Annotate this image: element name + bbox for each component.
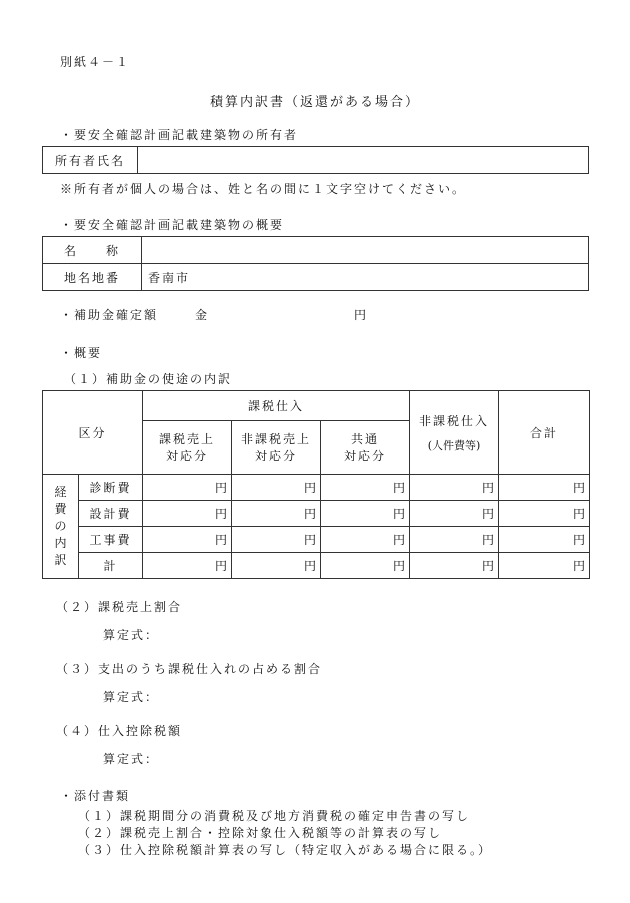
subsidy-prefix: 金 — [195, 308, 208, 322]
row-label-design: 設計費 — [79, 501, 143, 527]
overview-sub4: （４）仕入控除税額 — [56, 724, 183, 738]
expense-side-label — [43, 475, 79, 579]
expense-side-label-text: 経費の内訳 — [54, 485, 67, 567]
cell-yen[interactable]: 円 — [143, 475, 232, 501]
owner-heading: ・要安全確認計画記載建築物の所有者 — [60, 128, 299, 142]
cell-yen[interactable]: 円 — [232, 501, 321, 527]
row-label-construction: 工事費 — [79, 527, 143, 553]
cell-yen[interactable]: 円 — [499, 501, 590, 527]
cell-yen[interactable]: 円 — [321, 553, 410, 579]
cell-yen[interactable]: 円 — [499, 527, 590, 553]
attachment-number: 別紙４－１ — [60, 55, 131, 69]
sub4-formula: 算定式： — [103, 752, 160, 766]
cell-yen[interactable]: 円 — [143, 527, 232, 553]
cell-yen[interactable]: 円 — [321, 475, 410, 501]
building-address-label: 地名地番 — [43, 264, 142, 291]
owner-name-label: 所有者氏名 — [43, 147, 138, 174]
row-label-diagnosis: 診断費 — [79, 475, 143, 501]
category-header: 区分 — [43, 391, 143, 475]
subsidy-label: ・補助金確定額 — [60, 308, 159, 322]
cell-yen[interactable]: 円 — [321, 527, 410, 553]
nontaxable-header-sub: (人件費等) — [427, 439, 481, 452]
nontaxable-header-label: 非課税仕入 — [419, 414, 490, 428]
cell-yen[interactable]: 円 — [410, 475, 499, 501]
cell-yen[interactable]: 円 — [232, 527, 321, 553]
building-address-field[interactable]: 香南市 — [142, 264, 589, 291]
attachment-item: （１）課税期間分の消費税及び地方消費税の確定申告書の写し — [78, 809, 471, 823]
cell-yen[interactable]: 円 — [499, 475, 590, 501]
cell-yen[interactable]: 円 — [232, 475, 321, 501]
cell-yen[interactable]: 円 — [143, 553, 232, 579]
sub3-formula: 算定式： — [103, 690, 160, 704]
nontaxable-header — [410, 391, 499, 475]
subsidy-unit: 円 — [354, 308, 367, 322]
cell-yen[interactable]: 円 — [410, 527, 499, 553]
cell-yen[interactable]: 円 — [410, 553, 499, 579]
attachment-item: （３）仕入控除税額計算表の写し（特定収入がある場合に限る。） — [78, 843, 493, 857]
overview-sub3: （３）支出のうち課税仕入れの占める割合 — [56, 662, 323, 676]
building-name-label: 名 称 — [43, 237, 142, 264]
overview-heading: ・概要 — [60, 346, 103, 360]
overview-sub2: （２）課税売上割合 — [56, 600, 183, 614]
col-header-nontaxable-sales: 非課税売上 対応分 — [232, 421, 321, 475]
col-header-taxable-sales: 課税売上 対応分 — [143, 421, 232, 475]
page-title: 積算内訳書（返還がある場合） — [209, 95, 420, 110]
usage-breakdown-table — [42, 390, 590, 579]
row-label-total: 計 — [79, 553, 143, 579]
building-name-field[interactable] — [142, 237, 589, 264]
cell-yen[interactable]: 円 — [499, 553, 590, 579]
cell-yen[interactable]: 円 — [321, 501, 410, 527]
owner-note: ※所有者が個人の場合は、姓と名の間に１文字空けてください。 — [60, 182, 467, 196]
cell-yen[interactable]: 円 — [410, 501, 499, 527]
total-header: 合計 — [499, 391, 590, 475]
building-table — [42, 236, 589, 291]
col-header-common: 共通 対応分 — [321, 421, 410, 475]
cell-yen[interactable]: 円 — [143, 501, 232, 527]
owner-table — [42, 146, 589, 174]
taxable-group-header: 課税仕入 — [143, 391, 410, 421]
cell-yen[interactable]: 円 — [232, 553, 321, 579]
attachments-heading: ・添付書類 — [60, 789, 131, 803]
building-heading: ・要安全確認計画記載建築物の概要 — [60, 218, 285, 232]
overview-sub1: （１）補助金の使途の内訳 — [64, 372, 233, 386]
attachment-item: （２）課税売上割合・控除対象仕入税額等の計算表の写し — [78, 826, 443, 840]
owner-name-field[interactable] — [138, 147, 589, 174]
sub2-formula: 算定式： — [103, 628, 160, 642]
